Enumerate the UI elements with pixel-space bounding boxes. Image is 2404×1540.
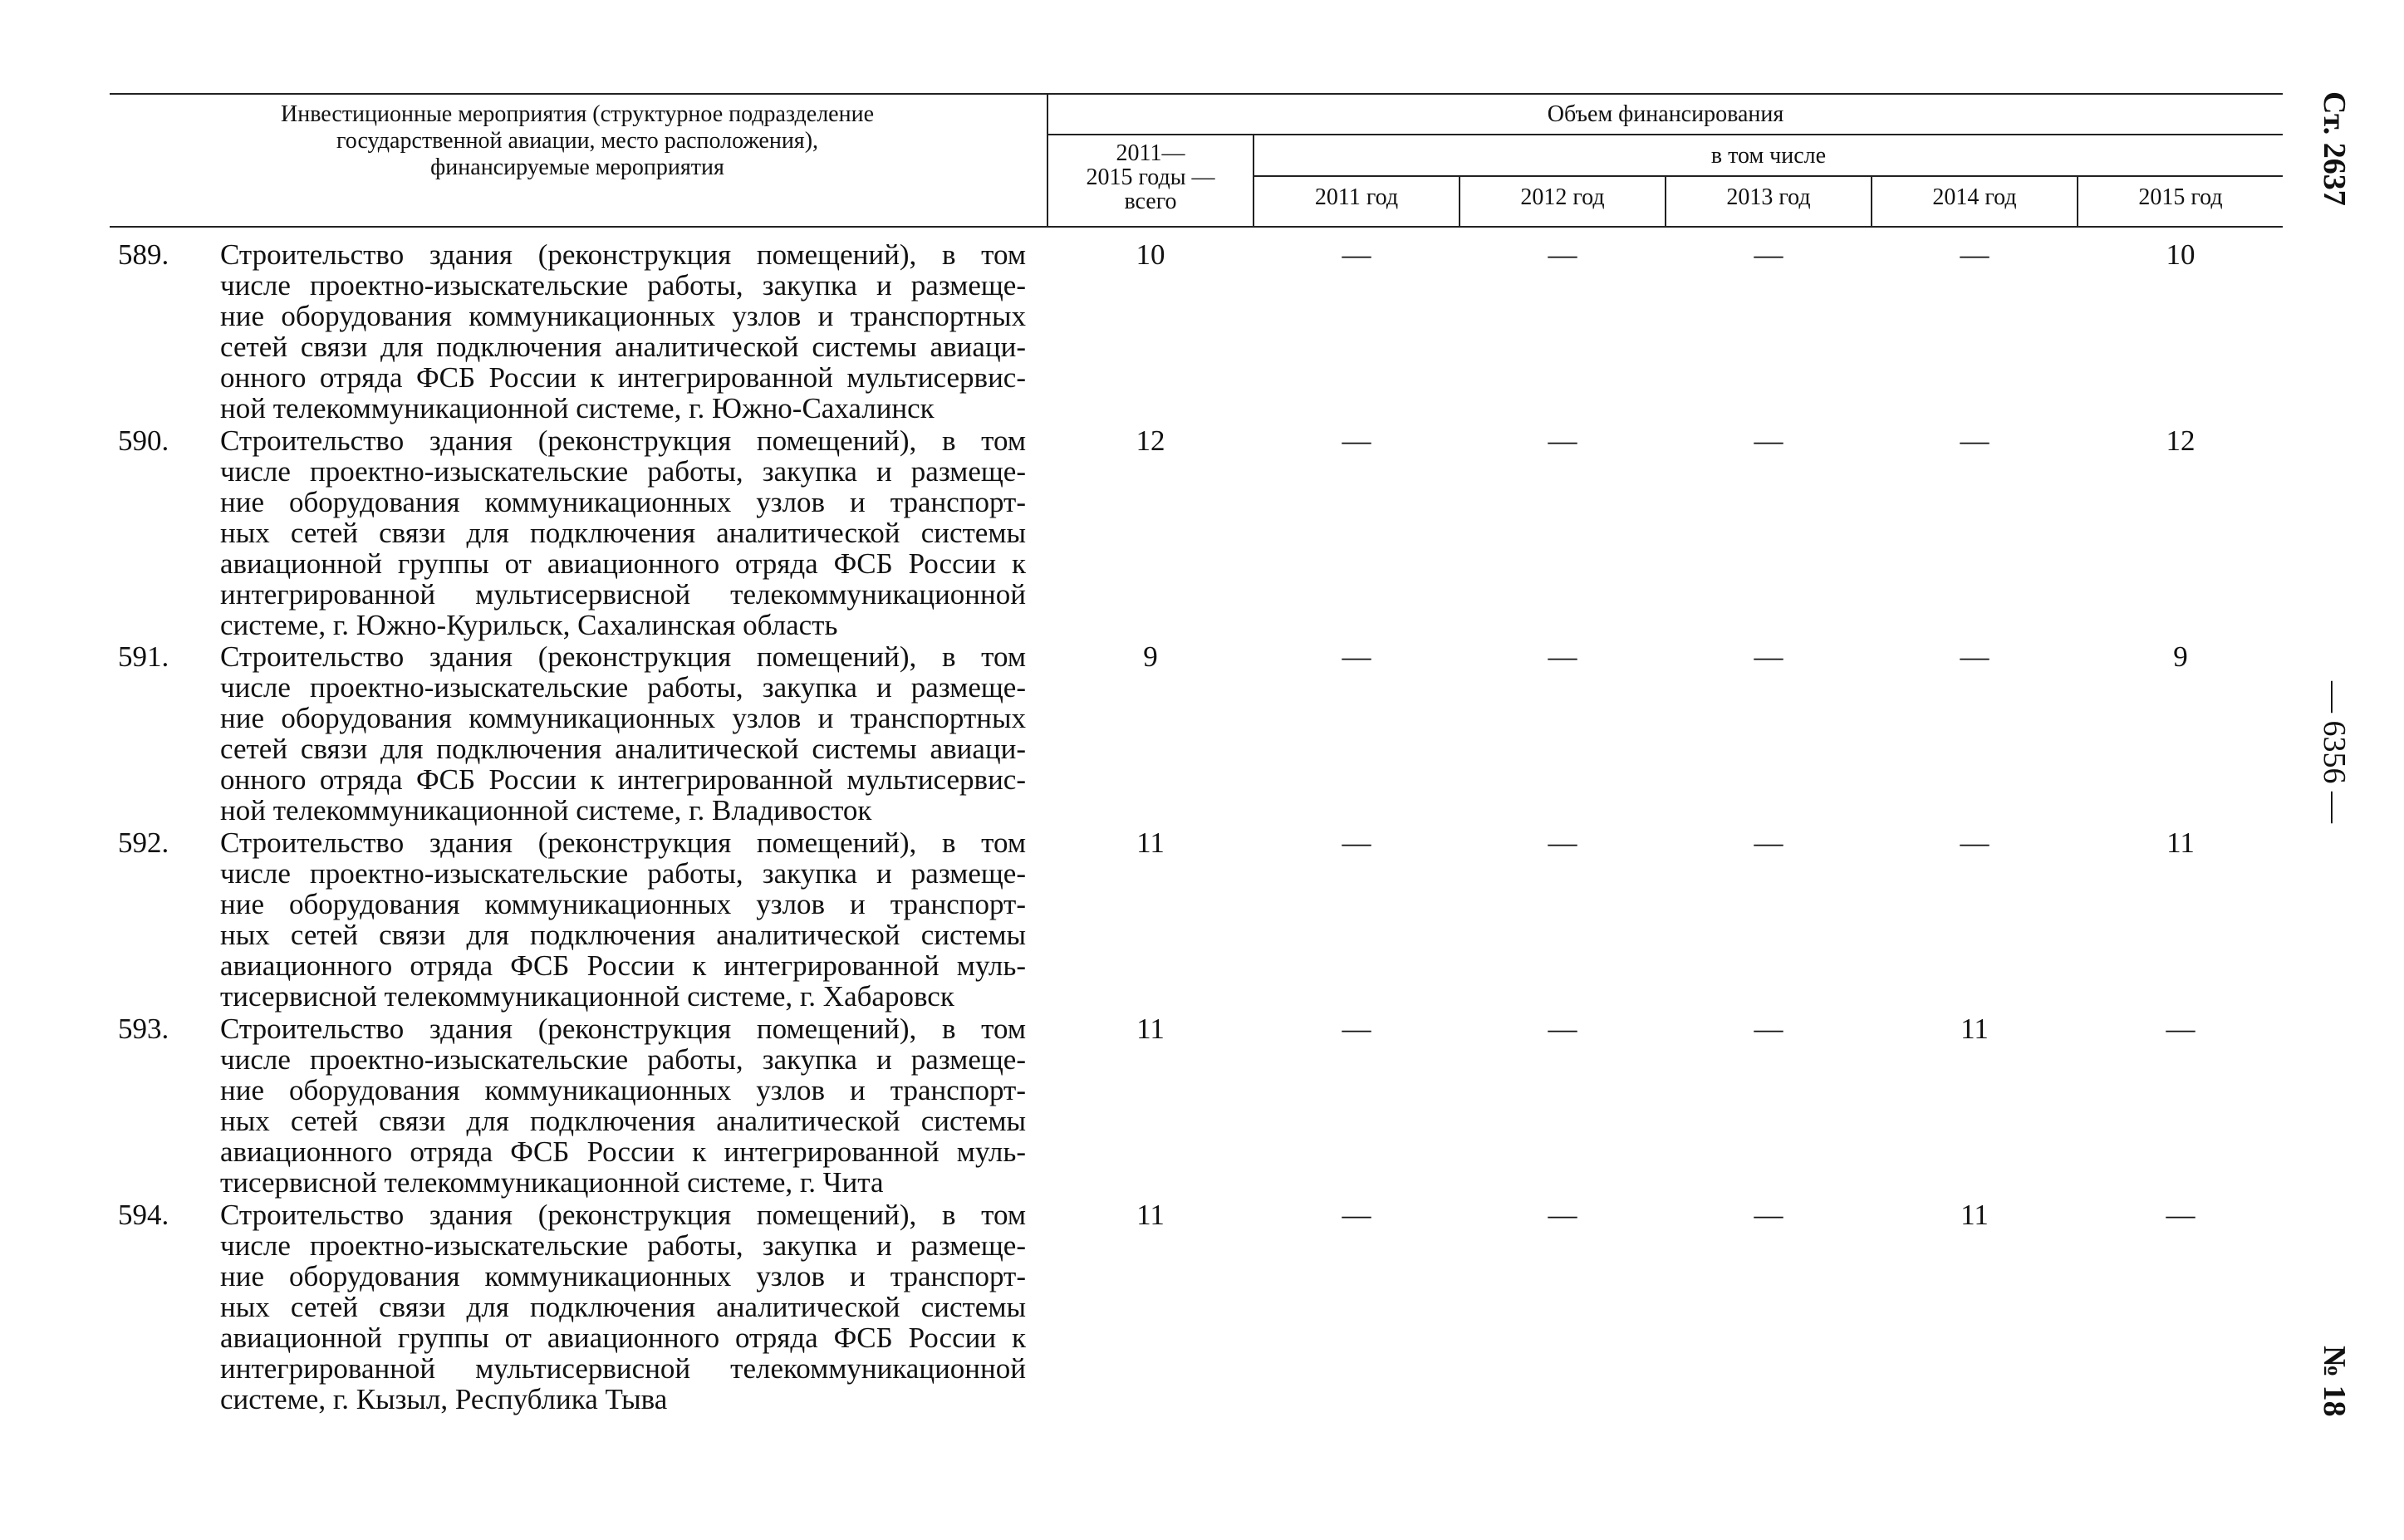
row-description-line: числе проектно-изыскательские работы, закупка и размеще- <box>220 455 1026 488</box>
row-2015-value: 11 <box>2166 826 2195 859</box>
row-total-value: 9 <box>1143 640 1158 673</box>
margin-page-number: — 6356 — <box>2317 681 2352 823</box>
row-description-line: ных сетей связи для подключения аналитической системы <box>220 1291 1026 1323</box>
header-total-line: 2015 годы — <box>1086 164 1215 190</box>
row-description-line: ние оборудования коммуникационных узлов и транспортных <box>220 300 1026 332</box>
row-2014-value: 11 <box>1960 1013 1989 1045</box>
header-activity-line: Инвестиционные мероприятия (структурное подразделение <box>281 101 874 127</box>
row-2015-value: 9 <box>2173 640 2188 673</box>
row-number: 593. <box>118 1013 169 1045</box>
row-description-line: авиационного отряда ФСБ России к интегрированной муль- <box>220 949 1026 982</box>
row-description-line: ние оборудования коммуникационных узлов и транспорт- <box>220 1074 1026 1106</box>
header-activity <box>116 101 1038 181</box>
row-description <box>220 827 1026 1012</box>
header-year-2013: 2013 год <box>1726 184 1811 210</box>
row-2012-value: — <box>1548 640 1577 673</box>
row-number: 592. <box>118 826 169 859</box>
header-funding: Объем финансирования <box>1547 101 1784 127</box>
row-description-line: числе проектно-изыскательские работы, закупка и размеще- <box>220 671 1026 704</box>
row-2013-value: — <box>1754 640 1783 673</box>
header-total <box>1048 141 1253 213</box>
row-description-line: ние оборудования коммуникационных узлов и транспорт- <box>220 486 1026 518</box>
row-2011-value: — <box>1342 238 1371 271</box>
row-2015-value: 12 <box>2166 424 2195 457</box>
row-number: 594. <box>118 1199 169 1231</box>
row-description <box>220 1199 1026 1415</box>
header-including: в том числе <box>1710 143 1827 169</box>
row-2015-value: 10 <box>2166 238 2195 271</box>
header-bottom-rule <box>110 226 2283 228</box>
row-description-line: авиационного отряда ФСБ России к интегрированной муль- <box>220 1135 1026 1168</box>
header-year-2012: 2012 год <box>1520 184 1605 210</box>
row-2012-value: — <box>1548 424 1577 457</box>
row-description-line: интегрированной мультисервисной телекоммуникационной <box>220 1352 1026 1385</box>
row-description-line: ние оборудования коммуникационных узлов и транспорт- <box>220 888 1026 920</box>
header-total-line: всего <box>1124 189 1177 214</box>
row-description-line: тисервисной телекоммуникационной системе, г. Чита <box>220 1166 884 1199</box>
row-description-line: Строительство здания (реконструкция помещений), в том <box>220 640 1026 673</box>
row-2013-value: — <box>1754 424 1783 457</box>
row-description <box>220 239 1026 424</box>
row-2011-value: — <box>1342 1199 1371 1231</box>
row-number: 589. <box>118 238 169 271</box>
row-description-line: интегрированной мультисервисной телекоммуникационной <box>220 578 1026 611</box>
row-2014-value: 11 <box>1960 1199 1989 1231</box>
row-description-line: онного отряда ФСБ России к интегрированной мультисервис- <box>220 361 1026 394</box>
row-total-value: 12 <box>1136 424 1165 457</box>
header-activity-line: государственной авиации, место расположения), <box>336 128 819 154</box>
row-description-line: авиационной группы от авиационного отряда ФСБ России к <box>220 547 1026 580</box>
row-2012-value: — <box>1548 1013 1577 1045</box>
row-2014-value: — <box>1960 640 1989 673</box>
margin-issue-number: № 18 <box>2317 1346 2352 1417</box>
row-description <box>220 641 1026 826</box>
row-description-line: ние оборудования коммуникационных узлов и транспорт- <box>220 1260 1026 1292</box>
row-2012-value: — <box>1548 1199 1577 1231</box>
row-description-line: ных сетей связи для подключения аналитической системы <box>220 1105 1026 1137</box>
row-description-line: ной телекоммуникационной системе, г. Южно-Сахалинск <box>220 392 935 424</box>
row-2014-value: — <box>1960 424 1989 457</box>
row-2011-value: — <box>1342 826 1371 859</box>
header-year-2011: 2011 год <box>1314 184 1399 210</box>
row-number: 591. <box>118 640 169 673</box>
row-total-value: 11 <box>1136 1199 1165 1231</box>
row-2013-value: — <box>1754 826 1783 859</box>
funding-sub-rule <box>1048 134 2283 135</box>
row-description-line: Строительство здания (реконструкция помещений), в том <box>220 1199 1026 1231</box>
including-sub-rule <box>1254 175 2283 177</box>
row-2013-value: — <box>1754 238 1783 271</box>
row-2011-value: — <box>1342 424 1371 457</box>
row-description-line: Строительство здания (реконструкция помещений), в том <box>220 424 1026 457</box>
row-2013-value: — <box>1754 1013 1783 1045</box>
row-description-line: числе проектно-изыскательские работы, закупка и размеще- <box>220 269 1026 302</box>
header-top-rule <box>110 93 2283 95</box>
row-description-line: авиационной группы от авиационного отряда ФСБ России к <box>220 1322 1026 1354</box>
row-description-line: ние оборудования коммуникационных узлов и транспортных <box>220 702 1026 734</box>
row-description-line: числе проектно-изыскательские работы, закупка и размеще- <box>220 1229 1026 1262</box>
row-description-line: Строительство здания (реконструкция помещений), в том <box>220 826 1026 859</box>
row-2012-value: — <box>1548 826 1577 859</box>
row-description-line: Строительство здания (реконструкция помещений), в том <box>220 238 1026 271</box>
row-2014-value: — <box>1960 238 1989 271</box>
row-number: 590. <box>118 424 169 457</box>
row-2015-value: — <box>2166 1013 2195 1045</box>
row-total-value: 11 <box>1136 826 1165 859</box>
row-2013-value: — <box>1754 1199 1783 1231</box>
row-description-line: ных сетей связи для подключения аналитической системы <box>220 517 1026 549</box>
row-description-line: сетей связи для подключения аналитической системы авиаци- <box>220 331 1026 363</box>
row-description-line: числе проектно-изыскательские работы, закупка и размеще- <box>220 1043 1026 1076</box>
header-total-line: 2011— <box>1116 140 1185 166</box>
row-description-line: онного отряда ФСБ России к интегрированной мультисервис- <box>220 763 1026 796</box>
header-year-2015: 2015 год <box>2138 184 2223 210</box>
row-total-value: 10 <box>1136 238 1165 271</box>
row-description-line: ной телекоммуникационной системе, г. Владивосток <box>220 794 872 826</box>
header-activity-line: финансируемые мероприятия <box>430 154 724 180</box>
row-2012-value: — <box>1548 238 1577 271</box>
header-year-2014: 2014 год <box>1932 184 2017 210</box>
row-2011-value: — <box>1342 1013 1371 1045</box>
row-description-line: системе, г. Кызыл, Республика Тыва <box>220 1383 668 1415</box>
row-2011-value: — <box>1342 640 1371 673</box>
row-description-line: числе проектно-изыскательские работы, закупка и размеще- <box>220 857 1026 890</box>
row-total-value: 11 <box>1136 1013 1165 1045</box>
row-description-line: системе, г. Южно-Курильск, Сахалинская область <box>220 609 838 641</box>
row-2014-value: — <box>1960 826 1989 859</box>
row-description-line: сетей связи для подключения аналитической системы авиаци- <box>220 733 1026 765</box>
row-description-line: Строительство здания (реконструкция помещений), в том <box>220 1013 1026 1045</box>
row-2015-value: — <box>2166 1199 2195 1231</box>
row-description-line: тисервисной телекоммуникационной системе, г. Хабаровск <box>220 980 954 1013</box>
row-description <box>220 425 1026 640</box>
row-description <box>220 1013 1026 1198</box>
row-description-line: ных сетей связи для подключения аналитической системы <box>220 919 1026 951</box>
margin-article: Ст. 2637 <box>2317 91 2352 206</box>
